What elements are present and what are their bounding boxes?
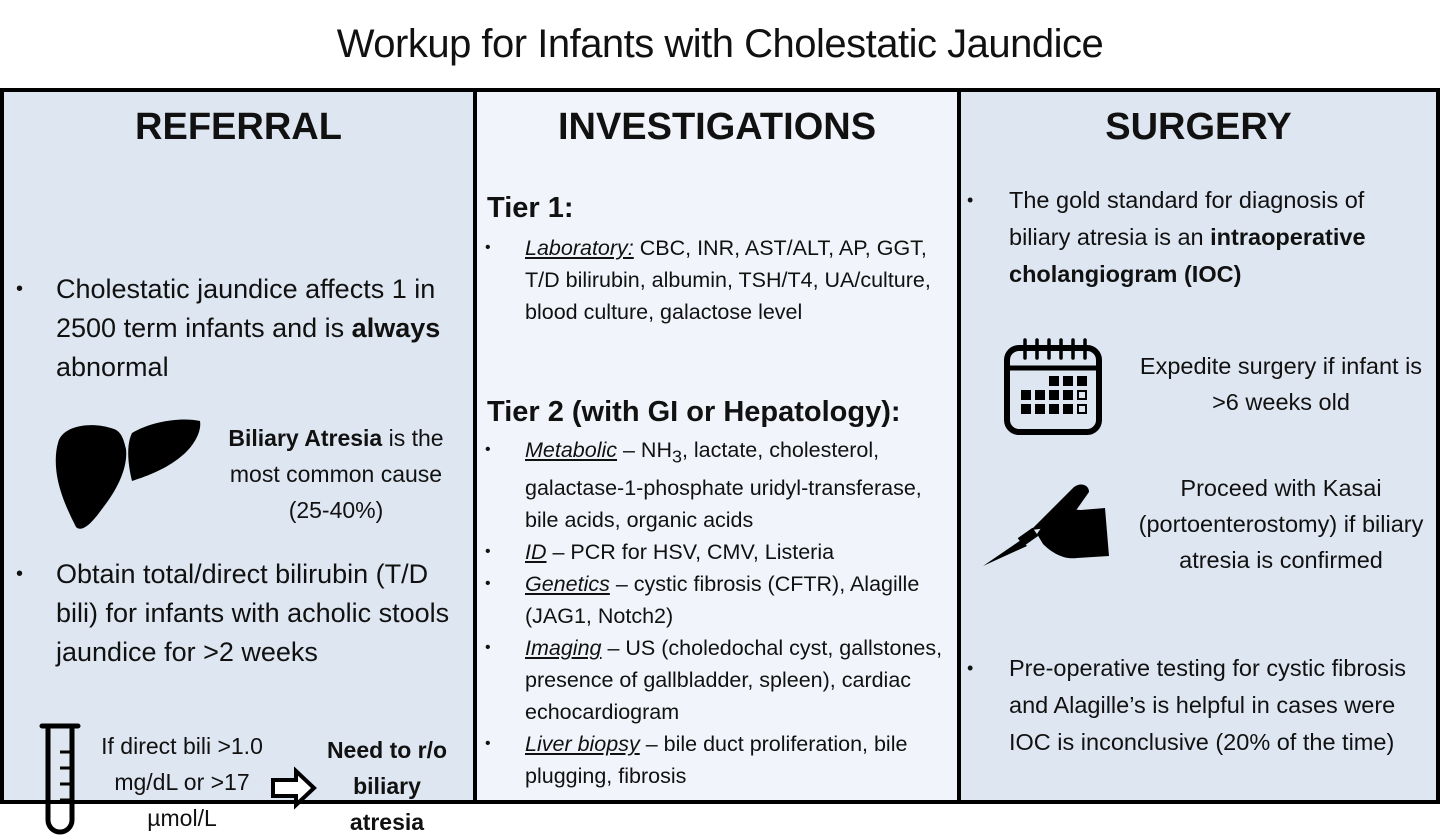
biliary-atresia-note: Biliary Atresia is the most common cause (25-40%) xyxy=(228,425,444,523)
item-subscript: 3 xyxy=(671,446,682,467)
item-text: CBC, INR, AST/ALT, AP, GGT, T/D bilirubin, albumin, TSH/T4, UA/culture, blood culture, galactose level xyxy=(525,236,931,324)
surgery-bullet-1-text: The gold standard for diagnosis of biliary atresia is an intraoperative cholangiogram (IOC) xyxy=(1009,187,1366,287)
item-label: Genetics xyxy=(525,572,610,597)
scalpel-hand-icon xyxy=(981,478,1111,568)
list-item xyxy=(485,536,949,568)
list-item xyxy=(485,632,949,728)
referral-heading: REFERRAL xyxy=(135,106,342,148)
bullet-dot: • xyxy=(485,543,491,561)
item-label: Metabolic xyxy=(525,438,618,462)
bullet-dot: • xyxy=(16,278,24,300)
liver-icon xyxy=(52,415,202,535)
surgery-bullet-2-text: Pre-operative testing for cystic fibrosis and Alagille’s is helpful in cases were IOC is inconclusive (20% of the time) xyxy=(1009,655,1407,755)
item-label: Laboratory: xyxy=(525,236,634,260)
referral-bullet-2-text: Obtain total/direct bilirubin (T/D bili) for infants with acholic stools jaundice for >2 weeks xyxy=(56,559,450,667)
item-label: Imaging xyxy=(525,636,602,661)
tier-2-list xyxy=(485,434,949,792)
item-label: Liver biopsy xyxy=(525,732,640,757)
tier-1-label: Tier 1: xyxy=(487,192,574,224)
surgery-heading: SURGERY xyxy=(1105,106,1292,148)
bullet-dot: • xyxy=(485,735,491,753)
investigations-heading: INVESTIGATIONS xyxy=(557,106,877,148)
bullet-dot: • xyxy=(485,239,491,256)
list-item xyxy=(485,434,949,536)
bullet-dot: • xyxy=(485,639,491,657)
bullet-dot: • xyxy=(967,658,974,678)
list-item xyxy=(485,232,949,328)
direct-bili-threshold: If direct bili >1.0 mg/dL or >17 µmol/L xyxy=(101,733,263,831)
arrow-right-icon xyxy=(270,768,318,808)
referral-panel xyxy=(4,92,473,835)
rule-out-biliary-atresia: Need to r/o biliary atresia xyxy=(326,737,448,835)
bullet-dot: • xyxy=(485,575,491,593)
item-text: – NH xyxy=(617,438,672,462)
expedite-surgery-note: Expedite surgery if infant is >6 weeks old xyxy=(1139,353,1423,415)
list-item xyxy=(485,728,949,792)
item-label: ID xyxy=(525,540,547,565)
item-text: – bile duct proliferation, bile plugging, fibrosis xyxy=(525,732,908,789)
calendar-icon xyxy=(1003,336,1103,436)
tier-2-label: Tier 2 (with GI or Hepatology): xyxy=(487,396,901,428)
page-title: Workup for Infants with Cholestatic Jaundice xyxy=(336,21,1104,66)
surgery-bullet-2 xyxy=(967,650,1428,761)
bullet-dot: • xyxy=(485,441,491,458)
referral-bullet-1 xyxy=(16,270,463,387)
item-text: – US (choledochal cyst, gallstones, presence of gallbladder, spleen), cardiac echocardiogram xyxy=(525,636,943,725)
surgery-bullet-1 xyxy=(967,182,1428,293)
tier-1-list xyxy=(485,232,949,328)
investigations-panel xyxy=(477,92,957,800)
referral-bullet-2 xyxy=(16,555,463,672)
bullet-dot: • xyxy=(967,190,974,210)
test-tube-icon xyxy=(38,722,82,840)
list-item xyxy=(485,568,949,632)
item-text: – PCR for HSV, CMV, Listeria xyxy=(546,540,835,565)
panels-container xyxy=(0,88,1440,835)
item-text: , lactate, cholesterol, galactase-1-phosphate uridyl-transferase, bile acids, organic acids xyxy=(525,438,922,533)
referral-bullet-1-text: Cholestatic jaundice affects 1 in 2500 term infants and is always abnormal xyxy=(56,274,441,382)
kasai-procedure-note: Proceed with Kasai (portoenterostomy) if biliary atresia is confirmed xyxy=(1138,475,1424,573)
item-text: – cystic fibrosis (CFTR), Alagille (JAG1, Notch2) xyxy=(525,572,920,629)
surgery-panel xyxy=(961,92,1436,800)
bullet-dot: • xyxy=(16,563,24,585)
